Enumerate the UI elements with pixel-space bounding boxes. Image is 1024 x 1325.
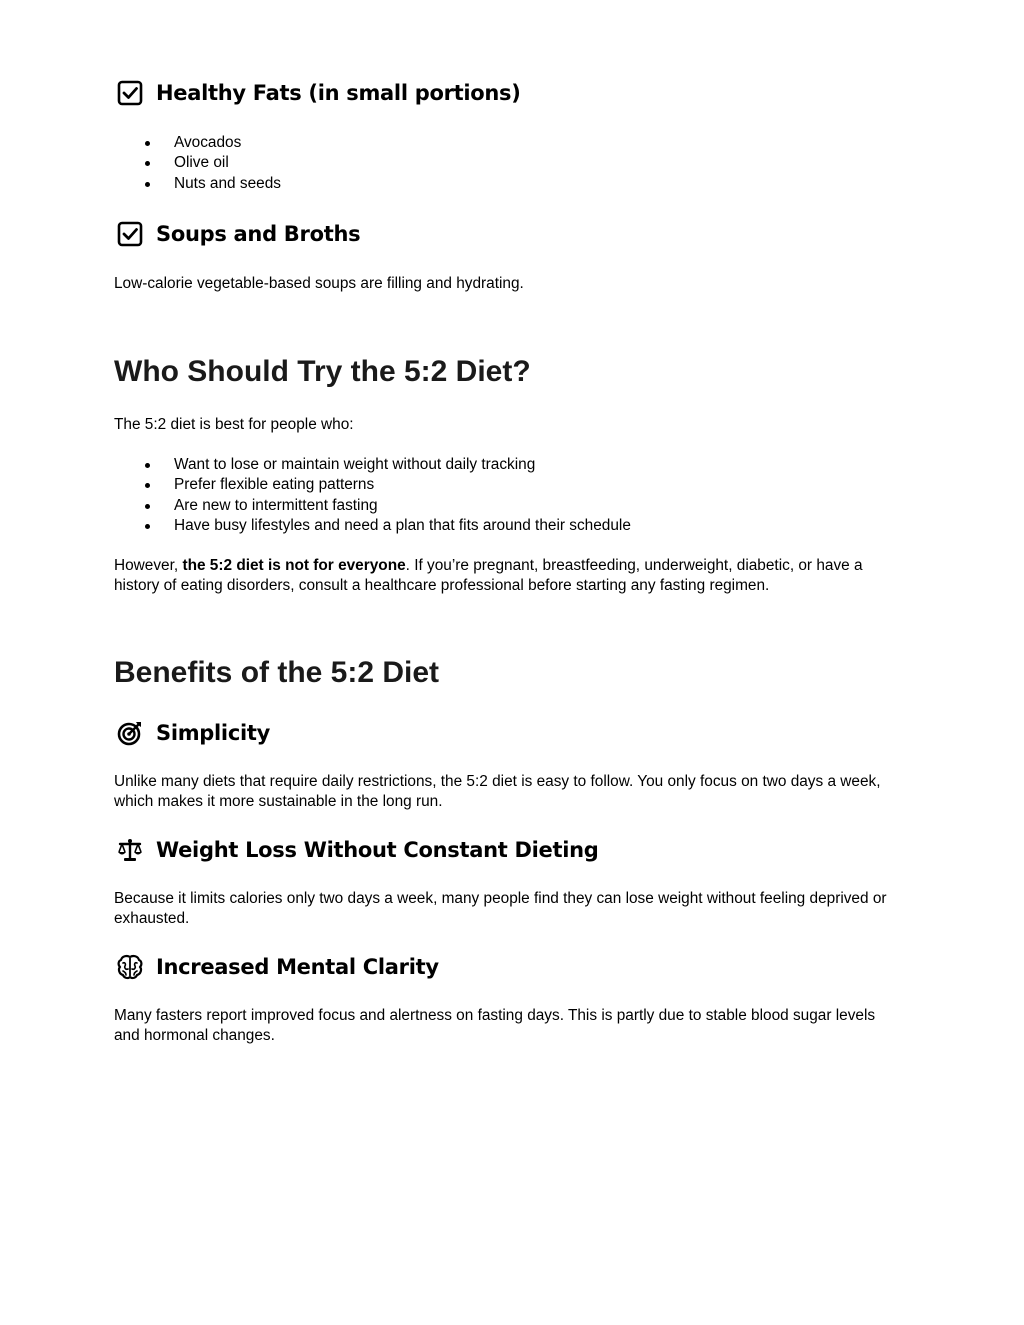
mental-clarity-heading-text: Increased Mental Clarity: [156, 955, 439, 979]
benefits-heading: Benefits of the 5:2 Diet: [114, 656, 440, 689]
checkbox-checked-icon: [117, 221, 143, 247]
soups-paragraph: Low-calorie vegetable-based soups are filling and hydrating.: [114, 275, 524, 292]
soups-heading-text: Soups and Broths: [156, 222, 361, 246]
bullet-icon: [145, 483, 150, 488]
list-item: Nuts and seeds: [114, 174, 281, 194]
list-item: Avocados: [114, 133, 281, 153]
simplicity-paragraph: Unlike many diets that require daily restrictions, the 5:2 diet is easy to follow. You only focus on two days a week, which makes it more sustainable in the long run.: [114, 773, 881, 810]
bullet-icon: [145, 463, 150, 468]
healthy-fats-heading-text: Healthy Fats (in small portions): [156, 81, 521, 105]
balance-scale-icon: [117, 837, 143, 863]
mental-clarity-paragraph: Many fasters report improved focus and alertness on fasting days. This is partly due to stable blood sugar levels and hormonal changes.: [114, 1007, 876, 1044]
brain-icon: [117, 954, 143, 980]
checkbox-checked-icon: [117, 80, 143, 106]
who-should-try-warning: [114, 556, 904, 595]
bullet-icon: [145, 524, 150, 529]
warning-prefix: However,: [114, 557, 183, 574]
bullet-icon: [145, 161, 150, 166]
weight-loss-heading-text: Weight Loss Without Constant Dieting: [156, 838, 599, 862]
simplicity-heading-text: Simplicity: [156, 721, 271, 745]
list-item: Are new to intermittent fasting: [114, 496, 631, 516]
bullet-icon: [145, 504, 150, 509]
bullet-icon: [145, 182, 150, 187]
list-item: Want to lose or maintain weight without daily tracking: [114, 455, 631, 475]
target-icon: [117, 720, 143, 746]
warning-bold: the 5:2 diet is not for everyone: [182, 557, 406, 574]
who-should-try-list: [114, 455, 631, 537]
healthy-fats-list: [114, 133, 281, 194]
list-item: Have busy lifestyles and need a plan that fits around their schedule: [114, 516, 631, 536]
who-should-try-intro: The 5:2 diet is best for people who:: [114, 416, 354, 433]
list-item: Olive oil: [114, 153, 281, 173]
bullet-icon: [145, 141, 150, 146]
list-item: Prefer flexible eating patterns: [114, 475, 631, 495]
weight-loss-paragraph: Because it limits calories only two days a week, many people find they can lose weight without feeling deprived or exhausted.: [114, 890, 887, 927]
warning-rest: . If you’re pregnant, breastfeeding, underweight, diabetic, or have a history of eating disorders, consult a healthcare professional before starting any fasting regimen.: [114, 557, 863, 594]
who-should-try-heading: Who Should Try the 5:2 Diet?: [114, 355, 531, 388]
